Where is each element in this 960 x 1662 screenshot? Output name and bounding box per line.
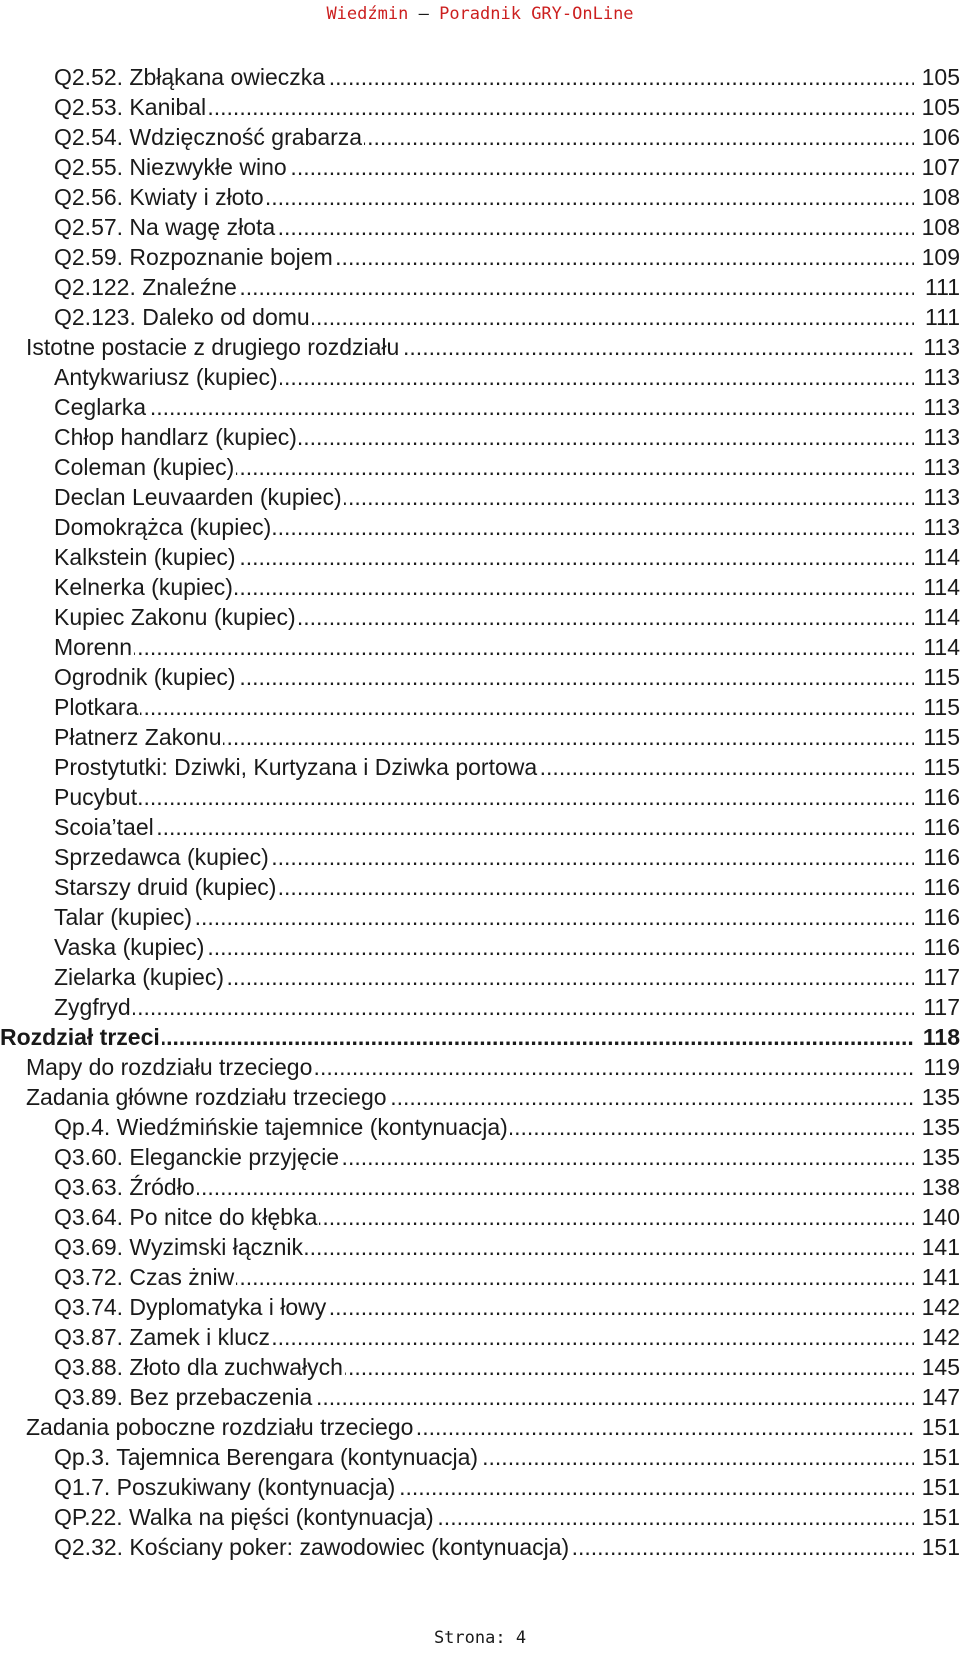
toc-entry-title: Q3.88. Złoto dla zuchwałych — [54, 1354, 343, 1380]
toc-entry-title: Morenn — [54, 634, 132, 660]
toc-entry-title: Rozdział trzeci — [0, 1024, 160, 1050]
toc-leader-dots — [54, 392, 914, 422]
toc-entry-page: 119 — [914, 1052, 960, 1082]
toc-entry-title: Q2.52. Zbłąkana owieczka — [54, 64, 326, 90]
toc-entry-title: Q2.54. Wdzięczność grabarza — [54, 124, 363, 150]
toc-entry[interactable] — [0, 122, 960, 152]
toc-entry[interactable] — [0, 542, 960, 572]
toc-entry-page: 105 — [914, 62, 960, 92]
toc-entry-page: 142 — [914, 1292, 960, 1322]
toc-entry[interactable] — [0, 1112, 960, 1142]
toc-entry-page: 113 — [914, 422, 960, 452]
toc-leader-dots — [54, 782, 914, 812]
toc-entry-title: Qp.3. Tajemnica Berengara (kontynuacja) — [54, 1444, 479, 1470]
toc-entry-title: Q1.7. Poszukiwany (kontynuacja) — [54, 1474, 396, 1500]
toc-entry[interactable] — [0, 1022, 960, 1052]
toc-entry-title: Q2.123. Daleko od domu — [54, 304, 310, 330]
toc-entry[interactable] — [0, 1292, 960, 1322]
toc-entry-title: Sprzedawca (kupiec) — [54, 844, 269, 870]
toc-entry-title: Coleman (kupiec) — [54, 454, 235, 480]
toc-entry-title: Q2.55. Niezwykłe wino — [54, 154, 287, 180]
toc-leader-dots — [54, 992, 914, 1022]
toc-entry-title: Zygfryd — [54, 994, 131, 1020]
toc-entry[interactable] — [0, 1472, 960, 1502]
toc-entry-title: Chłop handlarz (kupiec) — [54, 424, 297, 450]
toc-entry-title: Mapy do rozdziału trzeciego — [26, 1054, 313, 1080]
toc-entry-title: Q3.60. Eleganckie przyjęcie — [54, 1144, 340, 1170]
toc-entry-title: Domokrążca (kupiec) — [54, 514, 272, 540]
toc-entry-title: Prostytutki: Dziwki, Kurtyzana i Dziwka portowa — [54, 754, 538, 780]
toc-entry[interactable] — [0, 392, 960, 422]
toc-entry[interactable] — [0, 482, 960, 512]
toc-entry-page: 113 — [914, 392, 960, 422]
toc-entry-title: Zadania poboczne rozdziału trzeciego — [26, 1414, 414, 1440]
table-of-contents — [0, 62, 960, 1562]
toc-entry[interactable] — [0, 1442, 960, 1472]
toc-entry[interactable] — [0, 362, 960, 392]
toc-entry-page: 141 — [914, 1232, 960, 1262]
toc-entry-title: Q2.59. Rozpoznanie bojem — [54, 244, 333, 270]
toc-entry[interactable] — [0, 962, 960, 992]
toc-entry-page: 113 — [914, 482, 960, 512]
toc-entry-title: Declan Leuvaarden (kupiec) — [54, 484, 342, 510]
toc-entry[interactable] — [0, 152, 960, 182]
toc-entry-title: Ogrodnik (kupiec) — [54, 664, 236, 690]
toc-leader-dots — [54, 812, 914, 842]
toc-entry[interactable] — [0, 1412, 960, 1442]
toc-entry[interactable] — [0, 422, 960, 452]
toc-entry-title: Q3.69. Wyzimski łącznik — [54, 1234, 304, 1260]
toc-entry-title: Q3.74. Dyplomatyka i łowy — [54, 1294, 327, 1320]
toc-entry-title: Q3.89. Bez przebaczenia — [54, 1384, 313, 1410]
toc-entry[interactable] — [0, 602, 960, 632]
toc-entry-page: 135 — [914, 1112, 960, 1142]
toc-entry-page: 115 — [914, 722, 960, 752]
toc-entry[interactable] — [0, 332, 960, 362]
toc-entry-page: 138 — [914, 1172, 960, 1202]
toc-entry[interactable] — [0, 512, 960, 542]
toc-entry-title: Kelnerka (kupiec) — [54, 574, 233, 600]
toc-entry-page: 118 — [914, 1022, 960, 1052]
toc-entry-title: Qp.4. Wiedźmińskie tajemnice (kontynuacja) — [54, 1114, 508, 1140]
toc-entry-page: 115 — [914, 692, 960, 722]
toc-entry-page: 108 — [914, 182, 960, 212]
toc-entry-title: Starszy druid (kupiec) — [54, 874, 277, 900]
toc-entry-page: 109 — [914, 242, 960, 272]
toc-entry-page: 145 — [914, 1352, 960, 1382]
toc-entry-title: Pucybut — [54, 784, 138, 810]
toc-entry-page: 106 — [914, 122, 960, 152]
toc-entry-title: Q3.63. Źródło — [54, 1174, 195, 1200]
toc-entry-title: Q3.72. Czas żniw — [54, 1264, 235, 1290]
toc-entry-page: 114 — [914, 572, 960, 602]
toc-entry[interactable] — [0, 752, 960, 782]
toc-entry-page: 114 — [914, 542, 960, 572]
toc-entry[interactable] — [0, 662, 960, 692]
toc-entry-title: Q2.56. Kwiaty i złoto — [54, 184, 264, 210]
toc-entry-page: 111 — [914, 272, 960, 302]
toc-entry-page: 117 — [914, 962, 960, 992]
toc-entry[interactable] — [0, 692, 960, 722]
toc-entry-title: Kalkstein (kupiec) — [54, 544, 236, 570]
toc-entry[interactable] — [0, 812, 960, 842]
page-footer: Strona: 4 — [433, 1628, 527, 1648]
toc-entry-page: 116 — [914, 782, 960, 812]
toc-entry-title: Q2.122. Znaleźne — [54, 274, 237, 300]
toc-entry-page: 151 — [914, 1532, 960, 1562]
toc-entry[interactable] — [0, 212, 960, 242]
toc-entry-page: 151 — [914, 1502, 960, 1532]
toc-entry-page: 116 — [914, 872, 960, 902]
toc-entry[interactable] — [0, 452, 960, 482]
toc-entry[interactable] — [0, 842, 960, 872]
toc-entry[interactable] — [0, 782, 960, 812]
toc-entry[interactable] — [0, 1532, 960, 1562]
toc-entry[interactable] — [0, 1202, 960, 1232]
toc-entry-page: 111 — [914, 302, 960, 332]
header-title: Wiedźmin — [326, 4, 409, 24]
toc-entry-page: 115 — [914, 752, 960, 782]
toc-leader-dots — [54, 692, 914, 722]
toc-entry-page: 114 — [914, 632, 960, 662]
toc-entry[interactable] — [0, 1502, 960, 1532]
toc-entry[interactable] — [0, 62, 960, 92]
toc-entry-title: Q2.32. Kościany poker: zawodowiec (kontynuacja) — [54, 1534, 570, 1560]
toc-entry[interactable] — [0, 1142, 960, 1172]
toc-entry[interactable] — [0, 932, 960, 962]
toc-entry-title: Zadania główne rozdziału trzeciego — [26, 1084, 387, 1110]
toc-entry-title: Ceglarka — [54, 394, 147, 420]
toc-entry-title: Istotne postacie z drugiego rozdziału — [26, 334, 400, 360]
toc-entry-page: 151 — [914, 1472, 960, 1502]
toc-entry-title: Q3.87. Zamek i klucz — [54, 1324, 271, 1350]
toc-entry-title: Vaska (kupiec) — [54, 934, 205, 960]
toc-entry[interactable] — [0, 1352, 960, 1382]
toc-entry-title: Płatnerz Zakonu — [54, 724, 222, 750]
toc-entry[interactable] — [0, 632, 960, 662]
toc-entry-title: Q2.57. Na wagę złota — [54, 214, 276, 240]
toc-entry-title: Scoia’tael — [54, 814, 154, 840]
toc-entry[interactable] — [0, 1262, 960, 1292]
toc-entry-page: 113 — [914, 332, 960, 362]
toc-entry[interactable] — [0, 1232, 960, 1262]
toc-entry-page: 113 — [914, 452, 960, 482]
page-header — [0, 0, 960, 28]
toc-entry-title: Zielarka (kupiec) — [54, 964, 224, 990]
header-subtitle: Poradnik GRY-OnLine — [439, 4, 634, 24]
toc-entry[interactable] — [0, 92, 960, 122]
toc-entry-page: 147 — [914, 1382, 960, 1412]
toc-entry-title: Q3.64. Po nitce do kłębka — [54, 1204, 318, 1230]
toc-entry-page: 108 — [914, 212, 960, 242]
toc-entry-page: 116 — [914, 812, 960, 842]
toc-entry-page: 107 — [914, 152, 960, 182]
toc-entry[interactable] — [0, 872, 960, 902]
toc-entry-page: 116 — [914, 932, 960, 962]
toc-entry-page: 140 — [914, 1202, 960, 1232]
toc-entry[interactable] — [0, 1172, 960, 1202]
toc-entry-page: 141 — [914, 1262, 960, 1292]
toc-entry[interactable] — [0, 182, 960, 212]
toc-entry[interactable] — [0, 1052, 960, 1082]
toc-entry-page: 105 — [914, 92, 960, 122]
toc-entry[interactable] — [0, 1382, 960, 1412]
toc-entry-page: 135 — [914, 1082, 960, 1112]
toc-entry-title: Plotkara — [54, 694, 139, 720]
toc-entry-page: 116 — [914, 842, 960, 872]
toc-entry-title: Q2.53. Kanibal — [54, 94, 207, 120]
toc-entry[interactable] — [0, 902, 960, 932]
toc-entry-page: 115 — [914, 662, 960, 692]
toc-entry-page: 135 — [914, 1142, 960, 1172]
toc-entry-page: 117 — [914, 992, 960, 1022]
toc-entry[interactable] — [0, 242, 960, 272]
toc-entry-title: QP.22. Walka na pięści (kontynuacja) — [54, 1504, 434, 1530]
toc-entry[interactable] — [0, 302, 960, 332]
toc-entry-page: 113 — [914, 512, 960, 542]
toc-entry-page: 151 — [914, 1412, 960, 1442]
toc-entry-page: 142 — [914, 1322, 960, 1352]
toc-entry[interactable] — [0, 1322, 960, 1352]
toc-entry-page: 151 — [914, 1442, 960, 1472]
toc-entry[interactable] — [0, 572, 960, 602]
toc-entry-page: 114 — [914, 602, 960, 632]
toc-entry-title: Antykwariusz (kupiec) — [54, 364, 278, 390]
toc-entry[interactable] — [0, 722, 960, 752]
toc-entry-title: Kupiec Zakonu (kupiec) — [54, 604, 296, 630]
header-separator: – — [418, 4, 429, 24]
toc-leader-dots — [54, 632, 914, 662]
toc-entry-page: 113 — [914, 362, 960, 392]
toc-entry[interactable] — [0, 1082, 960, 1112]
toc-entry[interactable] — [0, 992, 960, 1022]
toc-entry[interactable] — [0, 272, 960, 302]
toc-entry-title: Talar (kupiec) — [54, 904, 193, 930]
toc-entry-page: 116 — [914, 902, 960, 932]
